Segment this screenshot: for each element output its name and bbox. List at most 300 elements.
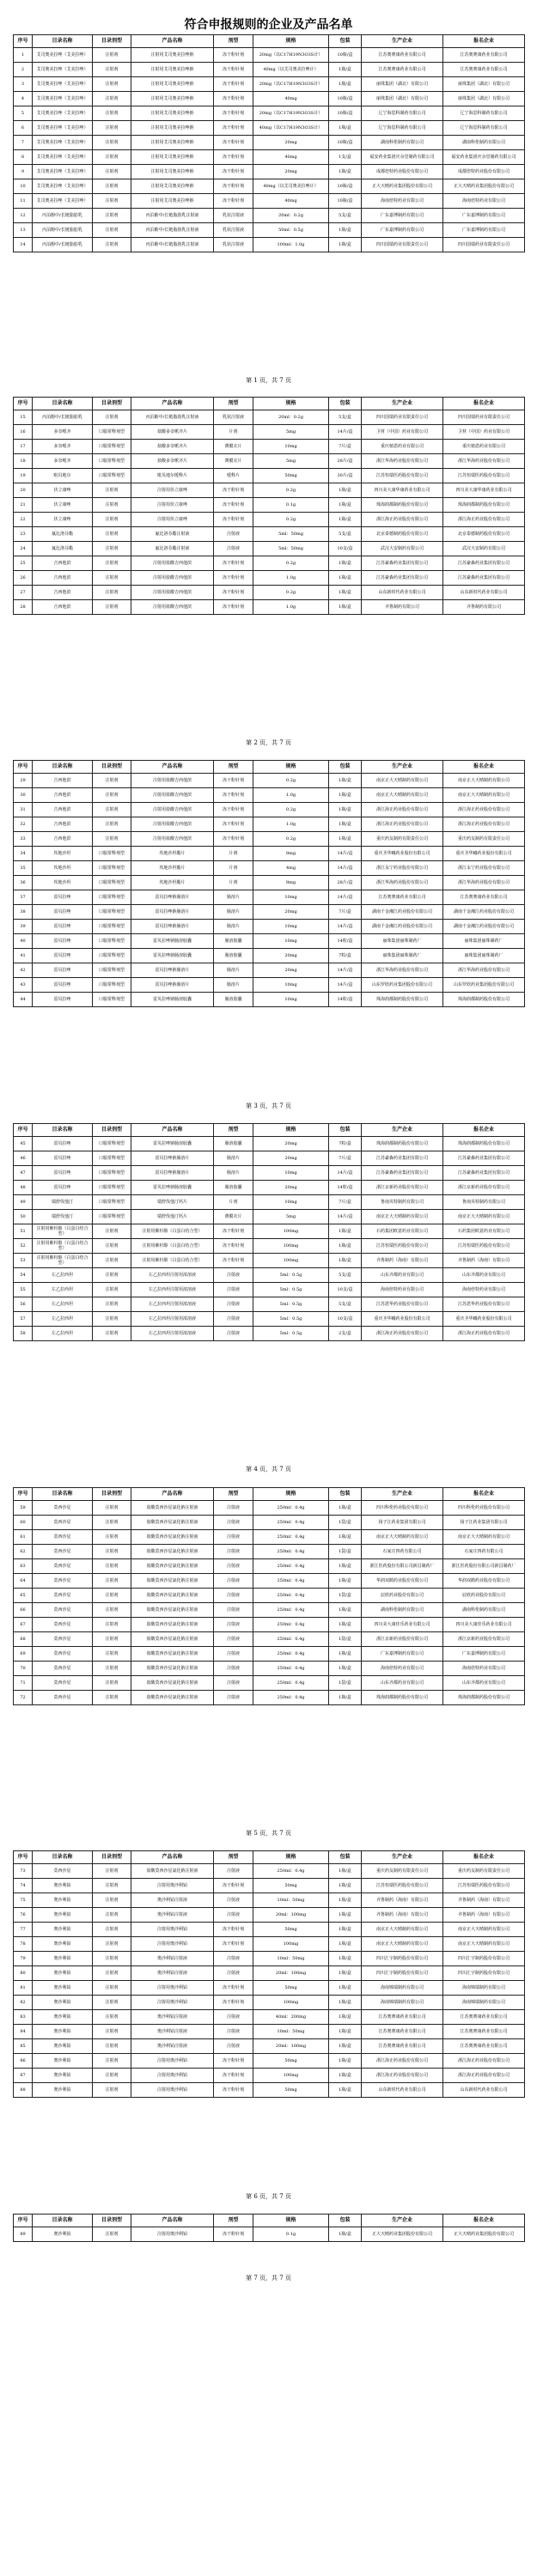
table-cell: 盐酸莫西沙星氯化钠注射液 — [131, 1516, 214, 1530]
table-cell: 4mg — [253, 861, 329, 876]
table-cell: 1袋/盒 — [329, 1516, 362, 1530]
table-cell: 江苏奥赛康药业有限公司 — [443, 2010, 525, 2025]
table-cell: 左乙拉西坦注射用浓溶液 — [131, 1283, 214, 1297]
table-cell: 雷贝拉唑钠肠溶片 — [131, 905, 214, 920]
table-row — [14, 106, 525, 121]
column-header: 产品名称 — [131, 35, 214, 48]
table-cell: 67 — [14, 1618, 33, 1632]
table-cell: 1瓶/盒 — [329, 63, 362, 77]
table-row — [14, 1297, 525, 1312]
table-cell: 浙江海正药业股份有限公司 — [362, 817, 443, 832]
table-cell: 注射用伏立康唑 — [131, 498, 214, 513]
table-cell: 注射用紫杉醇（白蛋白结合型） — [33, 1254, 93, 1268]
table-cell: 注射用奥沙利铂 — [131, 2083, 214, 2098]
table-cell: 卫材（中国）药业有限公司 — [362, 425, 443, 440]
column-header: 产品名称 — [131, 1124, 214, 1137]
table-cell: 1瓶/盒 — [329, 1501, 362, 1516]
table-row — [14, 92, 525, 106]
table-cell: 冻干粉针剂 — [214, 1937, 253, 1952]
table-cell: 1瓶/盒 — [329, 165, 362, 179]
table-cell: 注射剂 — [93, 1879, 131, 1893]
table-cell: 20mg — [253, 963, 329, 978]
table-cell: 乳状注射液 — [214, 410, 253, 425]
table-cell: 0.2g — [253, 483, 329, 498]
table-cell: 注射剂 — [93, 1516, 131, 1530]
table-row — [14, 48, 525, 63]
table-cell: 盐酸多奈哌齐片 — [131, 425, 214, 440]
table-cell: 冻干粉针剂 — [214, 1879, 253, 1893]
table-cell: 8mg — [253, 876, 329, 890]
table-cell: 浙江永宁药业股份有限公司 — [443, 861, 525, 876]
product-table — [13, 34, 525, 252]
table-cell: 艾司奥美拉唑（艾美拉唑） — [33, 150, 93, 165]
table-cell: 79 — [14, 1952, 33, 1966]
table-cell: 奥沙利铂 — [33, 1981, 93, 1996]
table-cell: 奥沙利铂 — [33, 2039, 93, 2054]
table-cell: 14粒/盒 — [329, 1181, 362, 1195]
column-header: 报名企业 — [443, 761, 525, 774]
table-cell: 艾司奥美拉唑（艾美拉唑） — [33, 179, 93, 194]
table-cell: 片剂 — [214, 876, 253, 890]
table-cell: 注射用伏立康唑 — [131, 513, 214, 527]
table-row — [14, 1268, 525, 1283]
table-cell: 海南倍特药业有限公司 — [443, 194, 525, 209]
table-cell: 盐酸莫西沙星氯化钠注射液 — [131, 1589, 214, 1603]
column-header: 剂型 — [214, 1488, 253, 1501]
table-cell: 山东罗欣药业集团股份有限公司 — [443, 978, 525, 993]
table-cell: 注射用紫杉醇（白蛋白结合型） — [131, 1254, 214, 1268]
table-cell: 注射液 — [214, 1268, 253, 1283]
table-cell: 注射剂 — [93, 527, 131, 542]
table-cell: 华润双鹤药业股份有限公司 — [362, 1574, 443, 1589]
table-cell: 注射剂 — [93, 1239, 131, 1254]
column-header: 规格 — [253, 2215, 329, 2227]
table-cell: 浙江海正药业股份有限公司 — [443, 2069, 525, 2083]
table-cell: 10mg — [253, 1166, 329, 1181]
table-cell: 四川汇宇制药股份有限公司 — [362, 1966, 443, 1981]
table-cell: 250ml：0.4g — [253, 1662, 329, 1676]
table-cell: 78 — [14, 1937, 33, 1952]
table-row — [14, 1574, 525, 1589]
product-table — [13, 1123, 525, 1341]
table-cell: 注射剂 — [93, 788, 131, 803]
table-cell: 7片/盒 — [329, 905, 362, 920]
table-cell: 10瓶/盒 — [329, 194, 362, 209]
table-row — [14, 513, 525, 527]
table-cell: 1袋/盒 — [329, 1676, 362, 1691]
table-cell: 奥沙利铂注射液 — [131, 2039, 214, 2054]
table-cell: 乳状注射液 — [214, 223, 253, 238]
table-cell: 50mg — [253, 2054, 329, 2069]
table-cell: 奥沙利铂注射液 — [131, 1908, 214, 1923]
column-header: 序号 — [14, 398, 33, 410]
table-cell: 注射液 — [214, 1908, 253, 1923]
page-7 — [13, 2214, 524, 2242]
table-cell: 1瓶/盒 — [329, 1923, 362, 1937]
table-cell: 四川汇宇制药股份有限公司 — [443, 1966, 525, 1981]
table-cell: 10mg — [253, 978, 329, 993]
table-cell: 1瓶/盒 — [329, 1239, 362, 1254]
table-cell: 四川美大康华康药业有限公司 — [362, 483, 443, 498]
table-cell: 10mg — [253, 1195, 329, 1210]
table-cell: 250ml：0.4g — [253, 1618, 329, 1632]
table-row — [14, 2054, 525, 2069]
table-cell: 奥沙利铂 — [33, 1996, 93, 2010]
table-cell: 冻干粉针剂 — [214, 803, 253, 817]
table-cell: 5ml：0.5g — [253, 1312, 329, 1327]
table-cell: 注射液 — [214, 1327, 253, 1341]
table-cell: 5支/盒 — [329, 209, 362, 223]
table-cell: 0.1g — [253, 498, 329, 513]
table-cell: 辰欣药业股份有限公司 — [443, 1589, 525, 1603]
table-cell: 注射液 — [214, 2025, 253, 2039]
table-row — [14, 410, 525, 425]
table-cell: 注射剂 — [93, 498, 131, 513]
table-cell: 注射液 — [214, 1966, 253, 1981]
table-row — [14, 1632, 525, 1647]
table-cell: 片剂 — [214, 847, 253, 861]
table-cell: 坎地沙坦酯片 — [131, 876, 214, 890]
table-cell: 注射剂 — [93, 2010, 131, 2025]
table-cell: 江苏奥赛康药业有限公司 — [362, 2025, 443, 2039]
table-cell: 浙江海正药业股份有限公司 — [362, 2069, 443, 2083]
column-header: 目录剂型 — [93, 35, 131, 48]
table-cell: 注射剂 — [93, 106, 131, 121]
table-cell: 肠溶片 — [214, 905, 253, 920]
product-table — [13, 1487, 525, 1705]
table-cell: 石药集团欧意药业有限公司 — [362, 1224, 443, 1239]
table-cell: 山东齐都药业有限公司 — [443, 1268, 525, 1283]
table-cell: 莫西沙星 — [33, 1632, 93, 1647]
table-cell: 85 — [14, 2039, 33, 2054]
table-cell: 1袋/盒 — [329, 1632, 362, 1647]
table-cell: 14片/盒 — [329, 861, 362, 876]
table-cell: 山东新时代药业有限公司 — [443, 2083, 525, 2098]
table-cell: 珠海润都制药股份有限公司 — [443, 498, 525, 513]
table-row — [14, 1195, 525, 1210]
table-cell: 丽珠集团丽珠制药厂 — [362, 934, 443, 949]
table-header-row — [14, 1124, 525, 1137]
table-cell: 冻干粉针剂 — [214, 1224, 253, 1239]
table-cell: 海南倍特药业有限公司 — [362, 1662, 443, 1676]
table-cell: 40mg — [253, 92, 329, 106]
table-cell: 珠海润都制药股份有限公司 — [362, 1691, 443, 1705]
table-cell: 1瓶/盒 — [329, 513, 362, 527]
table-cell: 注射用盐酸吉西他滨 — [131, 832, 214, 847]
table-cell: 1袋/盒 — [329, 1589, 362, 1603]
table-cell: 100mg — [253, 1937, 329, 1952]
table-cell: 雷贝拉唑 — [33, 949, 93, 963]
table-cell: 注射液 — [214, 1952, 253, 1966]
table-cell: 32 — [14, 817, 33, 832]
table-cell: 四川汇宇制药股份有限公司 — [362, 1952, 443, 1966]
table-cell: 湖南千金湘江药业股份有限公司 — [362, 905, 443, 920]
table-cell: 浙江海正药业股份有限公司 — [362, 1327, 443, 1341]
table-cell: 奥沙利铂 — [33, 2025, 93, 2039]
table-cell: 丙泊酚中/长链脂肪乳注射液 — [131, 223, 214, 238]
table-cell: 1瓶/盒 — [329, 1981, 362, 1996]
column-header: 剂型 — [214, 761, 253, 774]
table-cell: 1瓶/盒 — [329, 1662, 362, 1676]
table-cell: 氟比洛芬酯 — [33, 542, 93, 556]
column-header: 规格 — [253, 1488, 329, 1501]
table-cell: 注射剂 — [93, 194, 131, 209]
table-cell: 注射剂 — [93, 2025, 131, 2039]
table-cell: 辽宁海思科制药有限公司 — [362, 106, 443, 121]
table-cell: 齐鲁制药（海南）有限公司 — [443, 1254, 525, 1268]
table-cell: 冻干粉针剂 — [214, 788, 253, 803]
table-cell: 伏立康唑 — [33, 498, 93, 513]
table-row — [14, 571, 525, 586]
table-cell: 盐酸莫西沙星氯化钠注射液 — [131, 1676, 214, 1691]
table-cell: 辽宁海思科制药有限公司 — [443, 106, 525, 121]
table-cell: 雷贝拉唑 — [33, 978, 93, 993]
table-cell: 13 — [14, 223, 33, 238]
table-cell: 艾司奥美拉唑（艾美拉唑） — [33, 48, 93, 63]
table-cell: 250ml：0.4g — [253, 1559, 329, 1574]
table-cell: 20ml：0.2g — [253, 410, 329, 425]
table-cell: 肠溶片 — [214, 920, 253, 934]
table-cell: 冻干粉针剂 — [214, 2069, 253, 2083]
table-cell: 1.0g — [253, 571, 329, 586]
table-cell: 口服常释剂型 — [93, 920, 131, 934]
table-cell: 2 — [14, 63, 33, 77]
table-cell: 肠溶片 — [214, 1166, 253, 1181]
table-cell: 注射液 — [214, 1691, 253, 1705]
table-cell: 珠海润都制药股份有限公司 — [443, 993, 525, 1007]
table-cell: 南京正大天晴制药有限公司 — [362, 788, 443, 803]
table-cell: 35 — [14, 861, 33, 876]
table-cell: 广东嘉博制药有限公司 — [443, 223, 525, 238]
table-cell: 丽珠集团丽珠制药厂 — [443, 934, 525, 949]
table-cell: 冻干粉针剂 — [214, 556, 253, 571]
table-cell: 雷贝拉唑钠肠溶片 — [131, 920, 214, 934]
table-cell: 雷贝拉唑钠肠溶胶囊 — [131, 1181, 214, 1195]
table-cell: 盐酸莫西沙星氯化钠注射液 — [131, 1662, 214, 1676]
table-row — [14, 1166, 525, 1181]
table-cell: 重庆植恩药业有限公司 — [443, 440, 525, 454]
table-cell: 10瓶/盒 — [329, 106, 362, 121]
table-cell: 注射用艾司奥美拉唑钠 — [131, 92, 214, 106]
table-cell: 1瓶/盒 — [329, 77, 362, 92]
table-cell: 武汉大安制药有限公司 — [443, 542, 525, 556]
column-header: 目录剂型 — [93, 1851, 131, 1864]
table-row — [14, 876, 525, 890]
table-cell: 薄膜衣片 — [214, 1210, 253, 1224]
table-cell: 1瓶/盒 — [329, 2010, 362, 2025]
table-cell: 20mg — [253, 136, 329, 150]
table-cell: 冻干粉针剂 — [214, 2054, 253, 2069]
table-cell: 扬子江药业集团有限公司 — [443, 1516, 525, 1530]
table-cell: 重庆药友制药有限责任公司 — [443, 832, 525, 847]
table-cell: 口服常释剂型 — [93, 440, 131, 454]
table-row — [14, 803, 525, 817]
table-cell: 四川科伦药业股份有限公司 — [443, 1501, 525, 1516]
table-cell: 注射剂 — [93, 1327, 131, 1341]
table-cell: 28片/盒 — [329, 454, 362, 469]
table-cell: 注射用艾司奥美拉唑钠 — [131, 63, 214, 77]
table-cell: 70 — [14, 1662, 33, 1676]
table-cell: 62 — [14, 1545, 33, 1559]
table-cell: 江苏恩华药业股份有限公司 — [443, 1297, 525, 1312]
table-cell: 100mg — [253, 1254, 329, 1268]
table-cell: 注射剂 — [93, 1937, 131, 1952]
table-cell: 20mg — [253, 949, 329, 963]
table-cell: 南京正大天晴制药有限公司 — [443, 774, 525, 788]
table-cell: 左乙拉西坦注射用浓溶液 — [131, 1327, 214, 1341]
table-cell: 冻干粉针剂 — [214, 600, 253, 615]
table-row — [14, 469, 525, 483]
table-cell: 雷贝拉唑钠肠溶胶囊 — [131, 993, 214, 1007]
table-cell: 1瓶/盒 — [329, 556, 362, 571]
table-cell: 坎地沙坦 — [33, 847, 93, 861]
table-cell: 江苏奥赛康药业有限公司 — [362, 890, 443, 905]
table-row — [14, 1603, 525, 1618]
table-row — [14, 121, 525, 136]
table-cell: 注射剂 — [93, 586, 131, 600]
table-cell: 注射剂 — [93, 1966, 131, 1981]
table-cell: 80 — [14, 1966, 33, 1981]
table-cell: 注射剂 — [93, 179, 131, 194]
table-cell: 重庆植恩药业有限公司 — [362, 440, 443, 454]
table-cell: 250ml：0.4g — [253, 1691, 329, 1705]
table-cell: 雷贝拉唑钠肠溶胶囊 — [131, 949, 214, 963]
table-cell: 22 — [14, 513, 33, 527]
table-cell: 山东新时代药业有限公司 — [362, 586, 443, 600]
column-header: 产品名称 — [131, 398, 214, 410]
table-cell: 华润双鹤药业股份有限公司 — [443, 1574, 525, 1589]
table-cell: 江苏豪森药业集团有限公司 — [362, 1151, 443, 1166]
table-cell: 84 — [14, 2025, 33, 2039]
table-cell: 重庆圣华曦药业股份有限公司 — [443, 1312, 525, 1327]
table-cell: 江苏豪森药业集团有限公司 — [362, 556, 443, 571]
table-cell: 注射液 — [214, 1559, 253, 1574]
column-header: 规格 — [253, 1124, 329, 1137]
table-cell: 艾司奥美拉唑（艾美拉唑） — [33, 121, 93, 136]
table-cell: 1瓶/盒 — [329, 1864, 362, 1879]
table-cell: 盐酸莫西沙星氯化钠注射液 — [131, 1603, 214, 1618]
table-cell: 9 — [14, 165, 33, 179]
table-cell: 浙江海正药业股份有限公司 — [443, 817, 525, 832]
table-cell: 肠溶胶囊 — [214, 934, 253, 949]
page-footer: 第 5 页，共 7 页 — [246, 1830, 291, 1837]
table-cell: 四川国瑞药业有限责任公司 — [443, 238, 525, 252]
table-cell: 艾司奥美拉唑（艾美拉唑） — [33, 136, 93, 150]
table-cell: 山东新时代药业有限公司 — [362, 2083, 443, 2098]
table-cell: 40mg（以艾司奥美拉唑计） — [253, 179, 329, 194]
table-cell: 1瓶/盒 — [329, 803, 362, 817]
table-cell: 雷贝拉唑 — [33, 1181, 93, 1195]
table-cell: 盐酸莫西沙星氯化钠注射液 — [131, 1501, 214, 1516]
table-cell: 77 — [14, 1923, 33, 1937]
table-cell: 浙江华海药业股份有限公司 — [362, 454, 443, 469]
column-header: 目录剂型 — [93, 1124, 131, 1137]
table-cell: 口服常释剂型 — [93, 1195, 131, 1210]
column-header: 目录名称 — [33, 1488, 93, 1501]
table-cell: 齐鲁制药有限公司 — [362, 600, 443, 615]
table-cell: 注射用盐酸吉西他滨 — [131, 817, 214, 832]
table-cell: 64 — [14, 1574, 33, 1589]
column-header: 报名企业 — [443, 1124, 525, 1137]
table-cell: 14片/盒 — [329, 425, 362, 440]
table-cell: 注射剂 — [93, 165, 131, 179]
table-cell: 10ml：50mg — [253, 2025, 329, 2039]
table-cell: 注射液 — [214, 2010, 253, 2025]
table-cell: 成都倍特药业股份有限公司 — [443, 165, 525, 179]
table-cell: 88 — [14, 2083, 33, 2098]
table-cell: 珠海润都制药股份有限公司 — [443, 1137, 525, 1151]
table-cell: 10mg — [253, 934, 329, 949]
table-cell: 盐酸莫西沙星氯化钠注射液 — [131, 1632, 214, 1647]
table-cell: 注射液 — [214, 1676, 253, 1691]
column-header: 目录名称 — [33, 398, 93, 410]
table-cell: 注射剂 — [93, 1559, 131, 1574]
table-cell: 山东齐都药业有限公司 — [362, 1676, 443, 1691]
table-cell: 注射剂 — [93, 1268, 131, 1283]
table-cell: 北京泰德制药股份有限公司 — [362, 527, 443, 542]
table-cell: 40mg — [253, 194, 329, 209]
table-cell: 10mg — [253, 440, 329, 454]
table-cell: 5支/盒 — [329, 1297, 362, 1312]
table-cell: 雷贝拉唑 — [33, 905, 93, 920]
table-cell: 8 — [14, 150, 33, 165]
column-header: 目录剂型 — [93, 2215, 131, 2227]
table-cell: 注射用奥沙利铂 — [131, 1981, 214, 1996]
table-row — [14, 1254, 525, 1268]
table-cell: 齐鲁制药有限公司 — [443, 600, 525, 615]
table-cell: 注射剂 — [93, 209, 131, 223]
table-cell: 冻干粉针剂 — [214, 77, 253, 92]
table-cell: 江苏奥赛康药业有限公司 — [362, 2039, 443, 2054]
table-cell: 莫西沙星 — [33, 1618, 93, 1632]
table-cell: 7粒/盒 — [329, 949, 362, 963]
table-cell: 81 — [14, 1981, 33, 1996]
table-cell: 注射用奥沙利铂 — [131, 2069, 214, 2083]
table-cell: 40 — [14, 934, 33, 949]
table-cell: 冻干粉针剂 — [214, 2227, 253, 2242]
table-cell: 注射剂 — [93, 817, 131, 832]
table-cell: 1瓶/盒 — [329, 121, 362, 136]
table-cell: 丽珠集团（湖北）有限公司 — [443, 92, 525, 106]
table-cell: 注射用盐酸吉西他滨 — [131, 803, 214, 817]
column-header: 报名企业 — [443, 1851, 525, 1864]
table-row — [14, 1151, 525, 1166]
table-cell: 65 — [14, 1589, 33, 1603]
table-cell: 89 — [14, 2227, 33, 2242]
table-cell: 丙泊酚中/长链脂肪乳 — [33, 410, 93, 425]
table-cell: 0.1g — [253, 2227, 329, 2242]
table-cell: 注射剂 — [93, 1283, 131, 1297]
table-row — [14, 2010, 525, 2025]
product-table — [13, 1850, 525, 2098]
table-cell: 左乙拉西坦注射用浓溶液 — [131, 1312, 214, 1327]
table-row — [14, 817, 525, 832]
table-cell: 注射用艾司奥美拉唑钠 — [131, 136, 214, 150]
table-cell: 100mg — [253, 1996, 329, 2010]
table-cell: 注射用艾司奥美拉唑钠 — [131, 179, 214, 194]
table-cell: 江苏豪森药业集团有限公司 — [443, 1166, 525, 1181]
table-row — [14, 1691, 525, 1705]
table-cell: 江苏奥赛康药业有限公司 — [362, 2010, 443, 2025]
table-cell: 湖南科伦制药有限公司 — [443, 136, 525, 150]
table-cell: 注射剂 — [93, 1893, 131, 1908]
table-cell: 左乙拉西坦 — [33, 1327, 93, 1341]
table-cell: 注射剂 — [93, 2083, 131, 2098]
column-header: 规格 — [253, 398, 329, 410]
table-cell: 73 — [14, 1864, 33, 1879]
table-row — [14, 1647, 525, 1662]
table-cell: 注射液 — [214, 1662, 253, 1676]
